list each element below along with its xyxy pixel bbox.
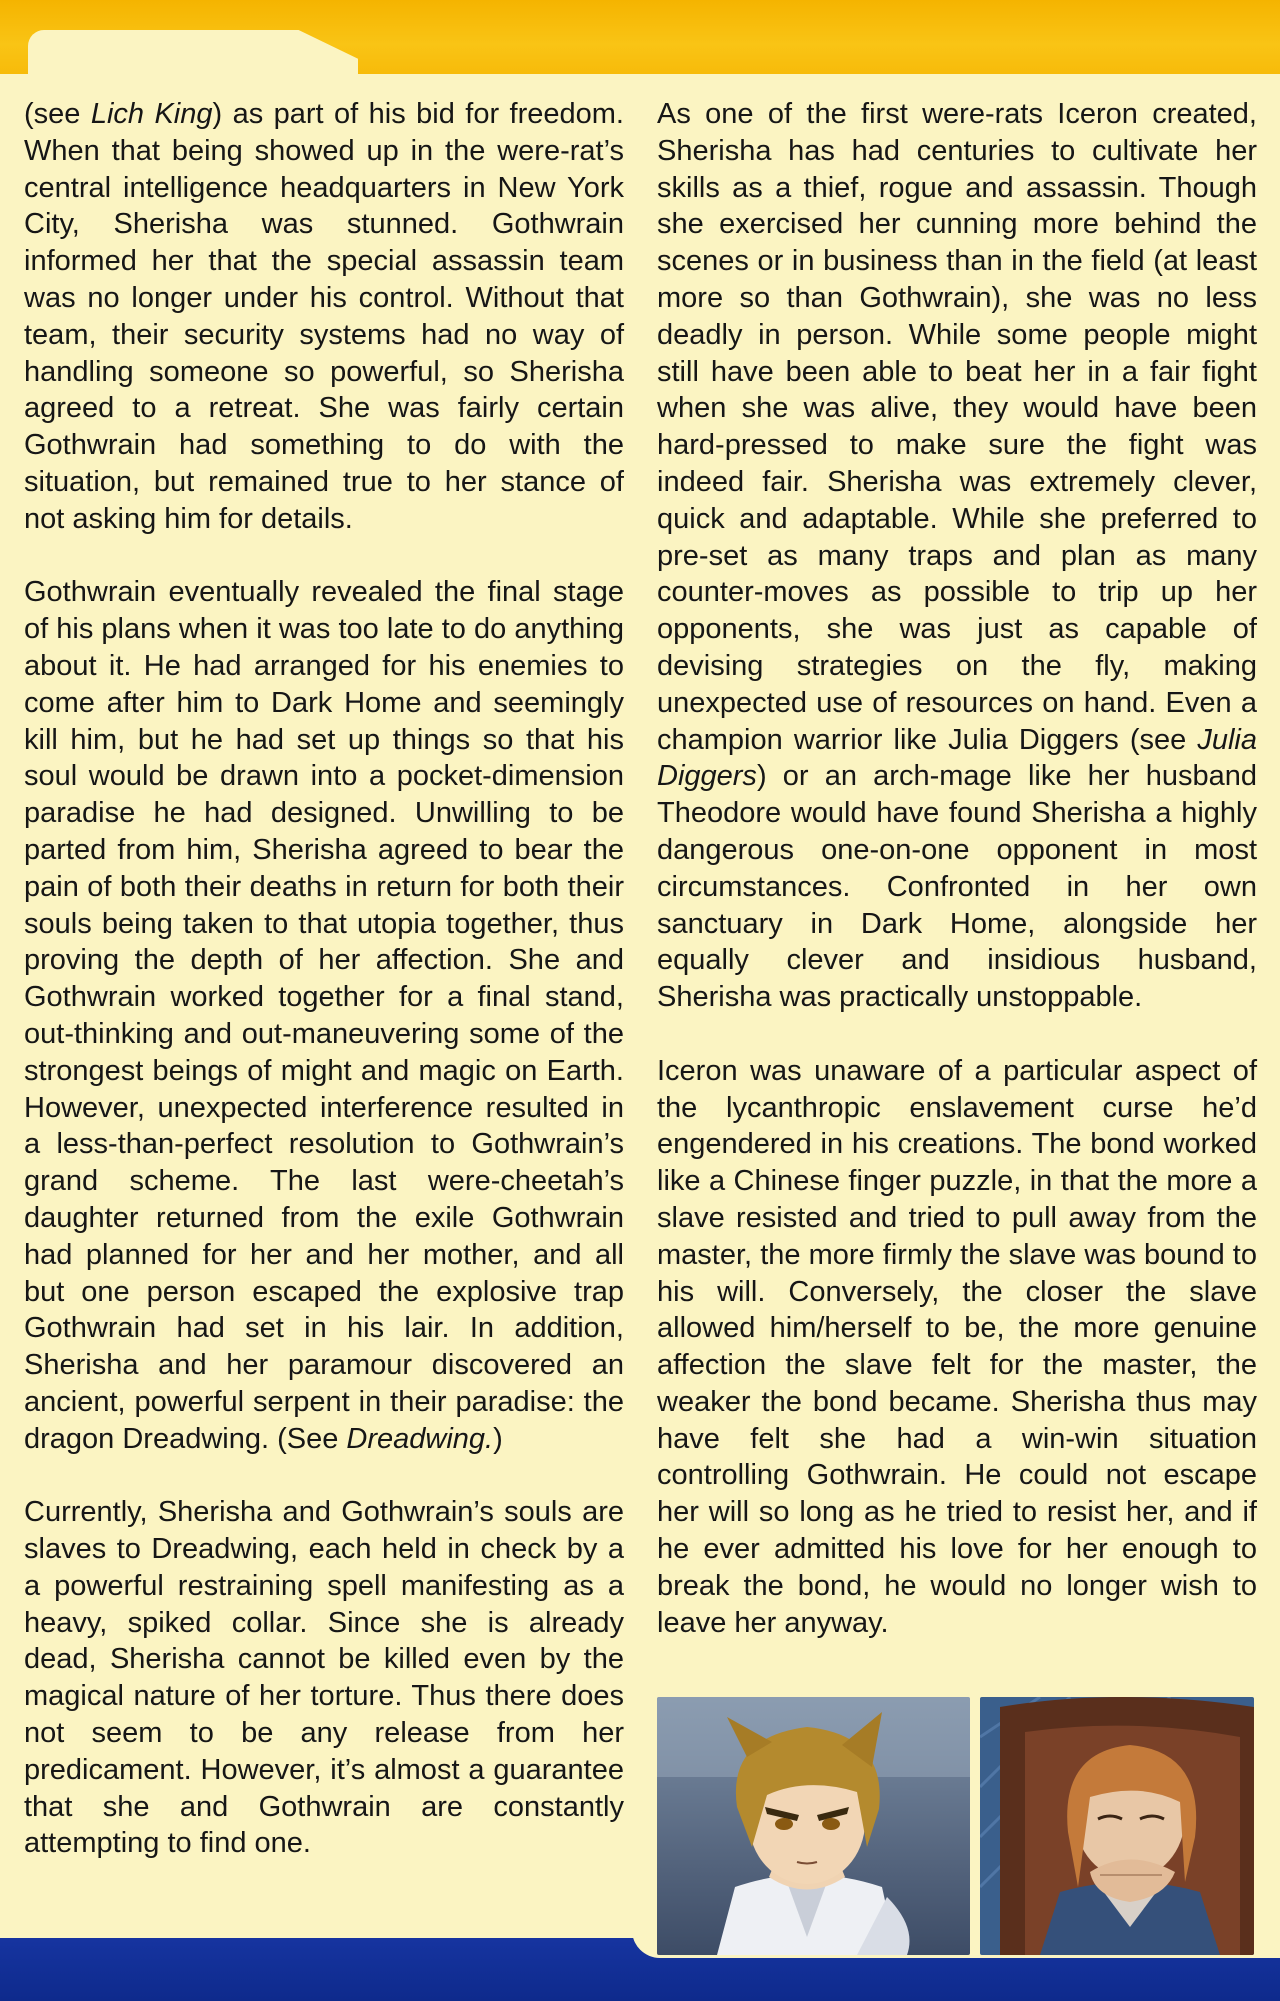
left-paragraph-1: (see Lich King) as part of his bid for freedom. When that being showed up in the were-rat’s central intelligence headquarters in New York City, Sherisha was stunned. Gothwrain informed her that the special assassin team was no longer under his control. Without that team, their security systems had no way of handling someone so powerful, so Sherisha agreed to a retreat. She was fairly certain Gothwrain had something to do with the situation, but remained true to her stance of not asking him for details.	[24, 98, 624, 535]
right-column	[657, 96, 1257, 1641]
lich-king-reference: Lich King	[90, 98, 213, 130]
julia-diggers-reference: Julia Diggers	[657, 723, 1257, 793]
left-column	[24, 96, 624, 1862]
illustration-panel-sherisha	[657, 1697, 970, 1955]
right-paragraph-1: As one of the first were-rats Iceron created, Sherisha has had centuries to cultivate her skills as a thief, rogue and assassin. Though she exercised her cunning more behind the scenes or in business than in the field (at least more so than Gothwrain), she was no less deadly in person. While some people might still have been able to beat her in a fair fight when she was alive, they would have been hard-pressed to make sure the fight was indeed fair. Sherisha was extremely clever, quick and adaptable. While she preferred to pre-set as many traps and plan as many counter-moves as possible to trip up her opponents, she was just as capable of devising strategies on the fly, making unexpected use of resources on hand. Even a champion warrior like Julia Diggers (see Julia Diggers) or an arch-mage like her husband Theodore would have found Sherisha a highly dangerous one-on-one opponent in most circumstances. Confronted in her own sanctuary in Dark Home, alongside her equally clever and insidious husband, Sherisha was practically unstoppable.	[657, 98, 1257, 1014]
illustration-panel-portrait	[980, 1697, 1254, 1955]
left-paragraph-3: Currently, Sherisha and Gothwrain’s souls are slaves to Dreadwing, each held in check by a a powerful restraining spell manifesting as a heavy, spiked collar. Since she is already dead, Sherisha cannot be killed even by the magical nature of her torture. Thus there does not seem to be any release from her predicament. However, it’s almost a guarantee that she and Gothwrain are constantly attempting to find one.	[24, 1496, 624, 1860]
left-paragraph-2: Gothwrain eventually revealed the final stage of his plans when it was too late to do anything about it. He had arranged for his enemies to come after him to Dark Home and seemingly kill him, but he had set up things so that his soul would be drawn into a pocket-dimension paradise he had designed. Unwilling to be parted from him, Sherisha agreed to bear the pain of both their deaths in return for both their souls being taken to that utopia together, thus proving the depth of her affection. She and Gothwrain worked together for a final stand, out-thinking and out-maneuvering some of the strongest beings of might and magic on Earth. However, unexpected interference resulted in a less-than-perfect resolution to Gothwrain’s grand scheme. The last were-cheetah’s daughter returned from the exile Gothwrain had planned for her and her mother, and all but one person escaped the explosive trap Gothwrain had set in his lair. In addition, Sherisha and her paramour discovered an ancient, powerful serpent in their paradise: the dragon Dreadwing. (See Dreadwing.)	[24, 576, 624, 1455]
right-paragraph-2: Iceron was unaware of a particular aspect of the lycanthropic enslavement curse he’d engendered in his creations. The bond worked like a Chinese finger puzzle, in that the more a slave resisted and tried to pull away from the master, the more firmly the slave was bound to his will. Conversely, the closer the slave allowed him/herself to be, the more genuine affection the slave felt for the master, the weaker the bond became. Sherisha thus may have felt she had a win-win situation controlling Gothwrain. He could not escape her will so long as he tried to resist her, and if he ever admitted his love for her enough to break the bond, he would no longer wish to leave her anyway.	[657, 1054, 1257, 1639]
dreadwing-reference: Dreadwing.	[346, 1422, 494, 1455]
folder-tab	[28, 30, 358, 90]
